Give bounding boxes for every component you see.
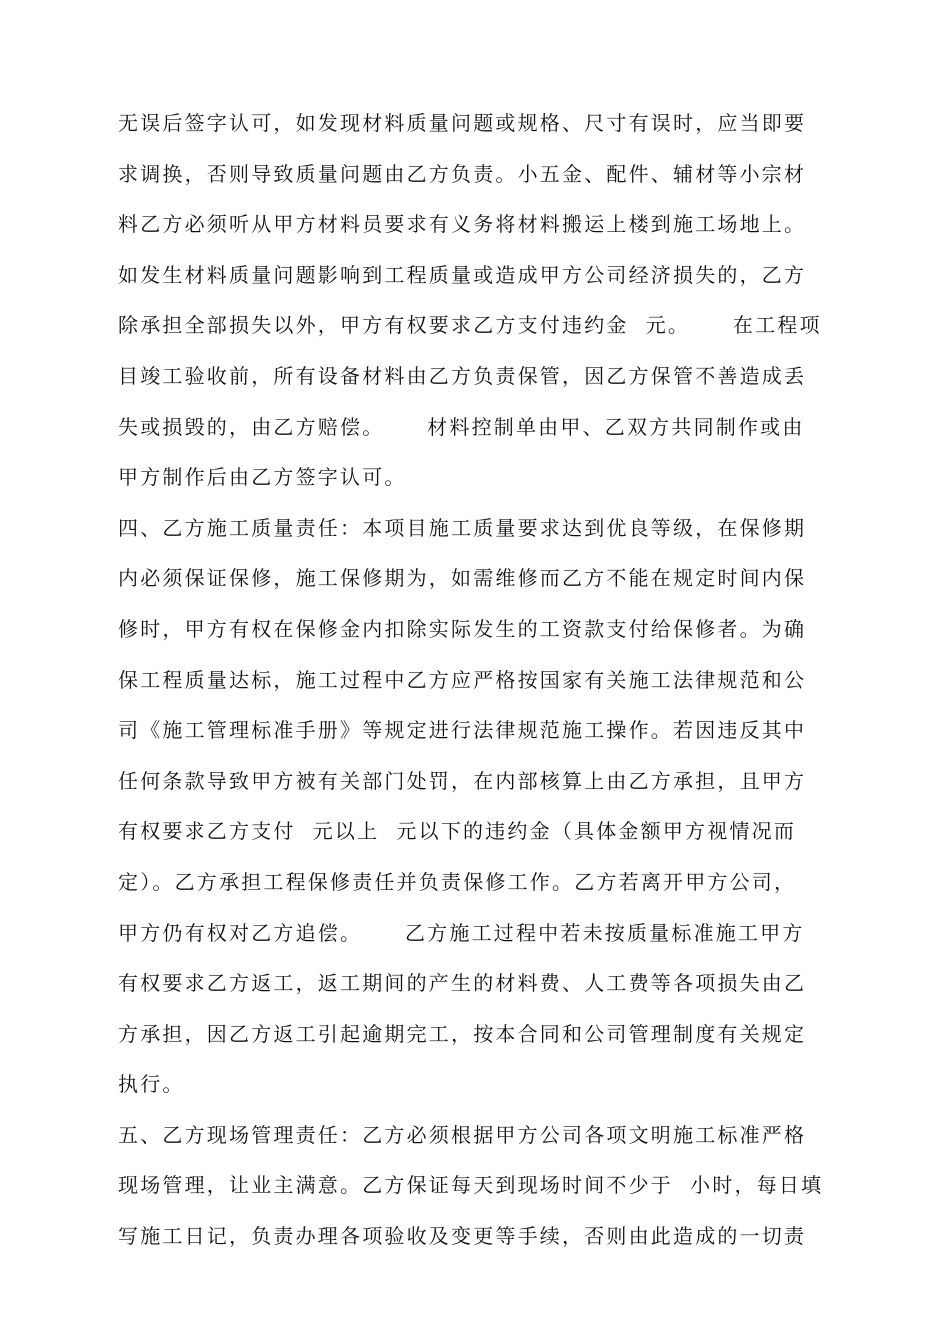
text-line: 方承担，因乙方返工引起逾期完工，按本合同和公司管理制度有关规定	[118, 1021, 807, 1046]
text-line: 定）。乙方承担工程保修责任并负责保修工作。乙方若离开甲方公司，	[118, 869, 797, 894]
text-line: 除承担全部损失以外，甲方有权要求乙方支付违约金 元。 在工程项	[118, 313, 822, 338]
text-line: 保工程质量达标，施工过程中乙方应严格按国家有关施工法律规范和公	[118, 667, 807, 692]
section-five-heading-line: 五、乙方现场管理责任：乙方必须根据甲方公司各项文明施工标准严格	[118, 1122, 807, 1147]
text-line: 任何条款导致甲方被有关部门处罚，在内部核算上由乙方承担，且甲方	[118, 768, 807, 793]
text-line: 执行。	[118, 1072, 185, 1097]
text-line: 内必须保证保修，施工保修期为，如需维修而乙方不能在规定时间内保	[118, 566, 807, 591]
section-four-heading-line: 四、乙方施工质量责任：本项目施工质量要求达到优良等级，在保修期	[118, 515, 807, 540]
text-line: 现场管理，让业主满意。乙方保证每天到现场时间不少于 小时，每日填	[118, 1173, 824, 1198]
text-line: 失或损毁的，由乙方赔偿。 材料控制单由甲、乙双方共同制作或由	[118, 414, 805, 439]
text-line: 甲方仍有权对乙方追偿。 乙方施工过程中若未按质量标准施工甲方	[118, 920, 805, 945]
text-line: 有权要求乙方返工，返工期间的产生的材料费、人工费等各项损失由乙	[118, 971, 807, 996]
text-line: 无误后签字认可，如发现材料质量问题或规格、尺寸有误时，应当即要	[118, 111, 807, 135]
text-line: 求调换，否则导致质量问题由乙方负责。小五金、配件、辅材等小宗材	[118, 161, 807, 186]
text-line: 甲方制作后由乙方签字认可。	[118, 465, 407, 490]
text-line: 目竣工验收前，所有设备材料由乙方负责保管，因乙方保管不善造成丢	[118, 363, 807, 388]
text-line: 有权要求乙方支付 元以上 元以下的违约金（具体金额甲方视情况而	[118, 819, 797, 844]
contract-body-text	[118, 98, 834, 1262]
text-line: 司《施工管理标准手册》等规定进行法律规范施工操作。若因违反其中	[118, 718, 807, 743]
text-line: 料乙方必须听从甲方材料员要求有义务将材料搬运上楼到施工场地上。	[118, 212, 807, 237]
text-line: 修时，甲方有权在保修金内扣除实际发生的工资款支付给保修者。为确	[118, 616, 807, 641]
text-line: 写施工日记，负责办理各项验收及变更等手续，否则由此造成的一切责	[118, 1224, 807, 1249]
text-line: 如发生材料质量问题影响到工程质量或造成甲方公司经济损失的，乙方	[118, 262, 807, 287]
